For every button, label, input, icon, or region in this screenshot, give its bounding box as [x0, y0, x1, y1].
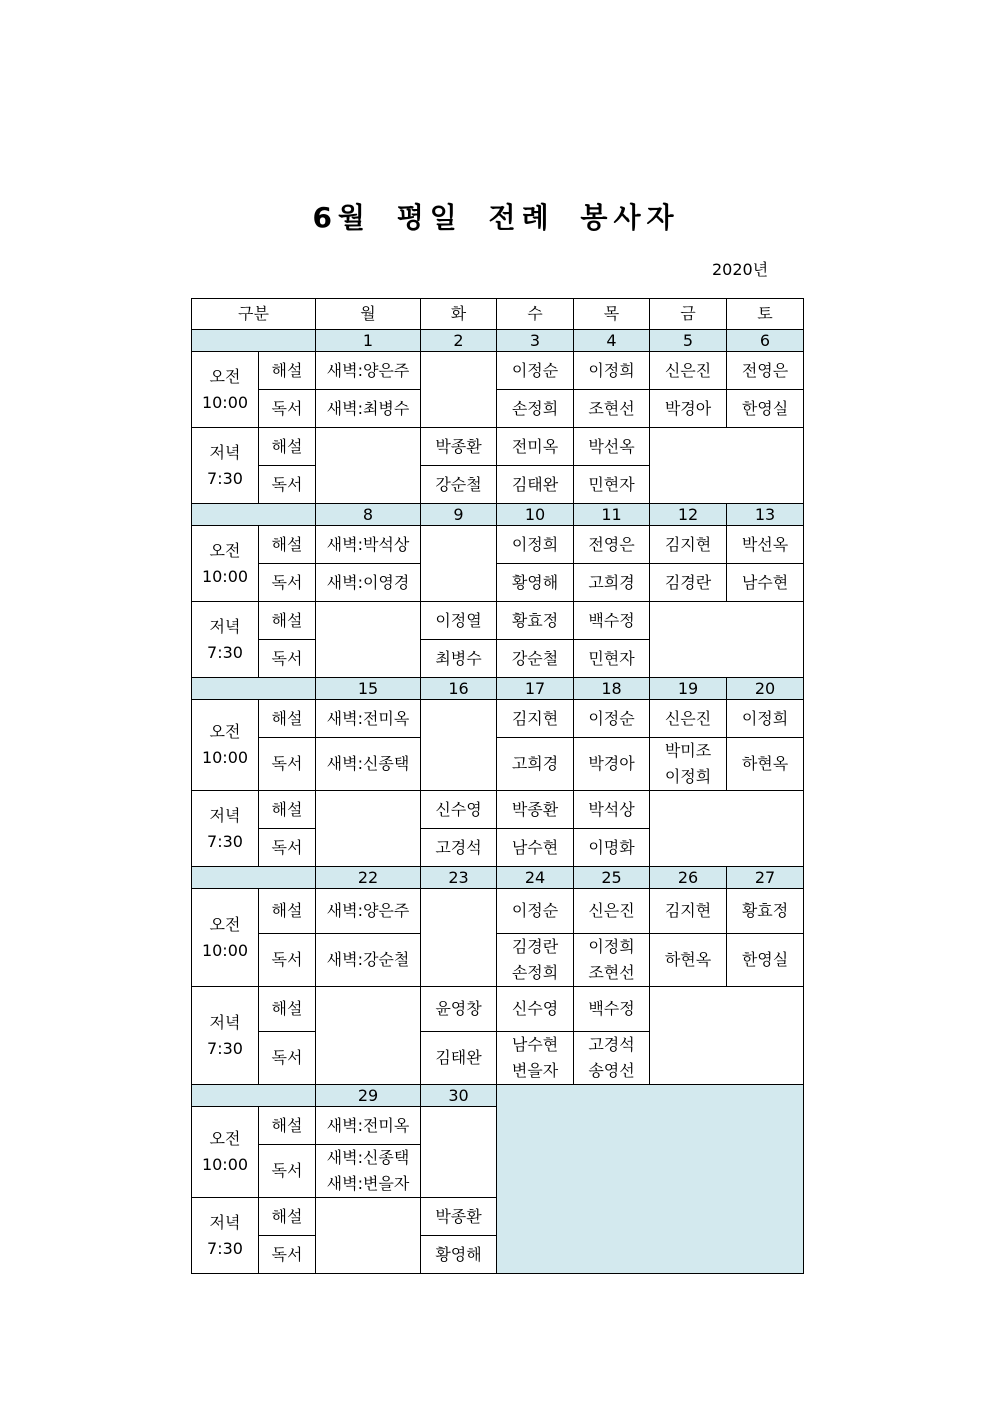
- morning-commentary-row: [192, 700, 804, 738]
- morning-label: [192, 526, 259, 602]
- date-cell: 13: [727, 504, 804, 526]
- volunteer-name: 조현선: [574, 390, 650, 428]
- volunteer-name: 신은진: [574, 889, 650, 934]
- date-cell: 23: [421, 867, 497, 889]
- header-row: [192, 299, 804, 330]
- role-commentary: 해설: [259, 700, 316, 738]
- evening-label-text: 저녁: [209, 442, 241, 462]
- volunteer-name-line: 이정희: [588, 937, 635, 956]
- volunteer-name: 민현자: [574, 640, 650, 678]
- date-cell: 27: [727, 867, 804, 889]
- volunteer-name: 김태완: [421, 1032, 497, 1085]
- volunteer-name: 남수현: [727, 564, 804, 602]
- volunteer-name: 김태완: [497, 466, 574, 504]
- morning-reading-row: [192, 390, 804, 428]
- role-commentary: 해설: [259, 791, 316, 829]
- empty-cell: [650, 428, 804, 504]
- evening-label: [192, 602, 259, 678]
- empty-cell: [650, 791, 804, 867]
- col-header-sat: 토: [727, 299, 804, 330]
- empty-cell: [421, 700, 497, 791]
- role-commentary: 해설: [259, 352, 316, 390]
- role-reading: 독서: [259, 1145, 316, 1198]
- volunteer-name: 고희경: [497, 738, 574, 791]
- date-cell: 11: [574, 504, 650, 526]
- date-cell: 17: [497, 678, 574, 700]
- morning-label-text: 오전: [209, 1129, 241, 1148]
- date-row-label-blank: [192, 504, 316, 526]
- volunteer-name: 황영해: [421, 1236, 497, 1274]
- empty-cell: [421, 889, 497, 987]
- date-cell: 19: [650, 678, 727, 700]
- role-reading: 독서: [259, 1032, 316, 1085]
- date-row: [192, 1085, 804, 1107]
- date-cell: 1: [316, 330, 421, 352]
- morning-label-text: 오전: [209, 914, 241, 934]
- morning-reading-row: [192, 738, 804, 791]
- volunteer-name: 이정순: [497, 352, 574, 390]
- volunteer-name: 강순철: [421, 466, 497, 504]
- evening-time-text: 7:30: [207, 1038, 243, 1058]
- volunteer-name: 신은진: [650, 352, 727, 390]
- volunteer-name: [316, 1145, 421, 1198]
- volunteer-name: 새벽:박석상: [316, 526, 421, 564]
- date-cell: 4: [574, 330, 650, 352]
- evening-commentary-row: [192, 987, 804, 1032]
- schedule-table: [191, 298, 804, 1274]
- date-cell: 10: [497, 504, 574, 526]
- evening-time-text: 7:30: [207, 831, 243, 851]
- volunteer-name: 하현옥: [727, 738, 804, 791]
- volunteer-name: 이명화: [574, 829, 650, 867]
- volunteer-name-line: 조현선: [588, 963, 635, 982]
- volunteer-name: 이정희: [574, 352, 650, 390]
- morning-commentary-row: [192, 889, 804, 934]
- role-reading: 독서: [259, 390, 316, 428]
- date-row: [192, 678, 804, 700]
- volunteer-name: 김경란: [650, 564, 727, 602]
- volunteer-name: 신은진: [650, 700, 727, 738]
- volunteer-name: 민현자: [574, 466, 650, 504]
- date-cell: 12: [650, 504, 727, 526]
- volunteer-name: [574, 1032, 650, 1085]
- evening-label: [192, 791, 259, 867]
- volunteer-name: 남수현: [497, 829, 574, 867]
- morning-time-text: 10:00: [201, 566, 249, 586]
- volunteer-name: 새벽:이영경: [316, 564, 421, 602]
- empty-cell: [421, 352, 497, 428]
- col-header-wed: 수: [497, 299, 574, 330]
- volunteer-name-line: 손정희: [511, 963, 559, 982]
- volunteer-name: 윤영창: [421, 987, 497, 1032]
- volunteer-name: 신수영: [421, 791, 497, 829]
- morning-label: [192, 700, 259, 791]
- volunteer-name: 이정희: [727, 700, 804, 738]
- volunteer-name-line: 고경석: [588, 1035, 635, 1054]
- volunteer-name: 김지현: [497, 700, 574, 738]
- morning-label: [192, 1107, 259, 1198]
- date-cell: 24: [497, 867, 574, 889]
- role-commentary: 해설: [259, 602, 316, 640]
- evening-commentary-row: [192, 791, 804, 829]
- morning-time-text: 10:00: [201, 940, 249, 960]
- volunteer-name: [574, 934, 650, 987]
- volunteer-name-line: 남수현: [511, 1035, 559, 1054]
- date-cell: 29: [316, 1085, 421, 1107]
- morning-commentary-row: [192, 352, 804, 390]
- morning-time-text: 10:00: [201, 392, 249, 412]
- date-cell: 26: [650, 867, 727, 889]
- volunteer-name: 새벽:신종택: [316, 738, 421, 791]
- page-title: 6월 평일 전례 봉사자: [312, 201, 680, 234]
- volunteer-name: 강순철: [497, 640, 574, 678]
- evening-label: [192, 428, 259, 504]
- role-reading: 독서: [259, 1236, 316, 1274]
- morning-label-text: 오전: [209, 722, 241, 741]
- empty-cell: [421, 1107, 497, 1198]
- date-cell: 16: [421, 678, 497, 700]
- volunteer-name: 새벽:최병수: [316, 390, 421, 428]
- date-row-label-blank: [192, 330, 316, 352]
- evening-commentary-row: [192, 428, 804, 466]
- date-cell: 5: [650, 330, 727, 352]
- volunteer-name: 박선옥: [574, 428, 650, 466]
- date-cell: 30: [421, 1085, 497, 1107]
- role-commentary: 해설: [259, 428, 316, 466]
- date-row: [192, 867, 804, 889]
- volunteer-name: 박종환: [421, 1198, 497, 1236]
- role-reading: 독서: [259, 738, 316, 791]
- evening-label-text: 저녁: [209, 805, 241, 825]
- evening-time-text: 7:30: [207, 468, 243, 488]
- volunteer-name-line: 이정희: [664, 767, 712, 786]
- evening-label-text: 저녁: [209, 616, 241, 636]
- volunteer-name: 황효정: [727, 889, 804, 934]
- volunteer-name: [497, 1032, 574, 1085]
- empty-cell: [316, 791, 421, 867]
- evening-label: [192, 987, 259, 1085]
- volunteer-name: 이정순: [497, 889, 574, 934]
- volunteer-name: [497, 934, 574, 987]
- date-cell: 25: [574, 867, 650, 889]
- role-commentary: 해설: [259, 526, 316, 564]
- volunteer-name: 신수영: [497, 987, 574, 1032]
- date-cell: 6: [727, 330, 804, 352]
- col-header-thu: 목: [574, 299, 650, 330]
- volunteer-name: 손정희: [497, 390, 574, 428]
- volunteer-name: 새벽:전미옥: [316, 1107, 421, 1145]
- date-row-label-blank: [192, 1085, 316, 1107]
- empty-cell: [650, 602, 804, 678]
- role-reading: 독서: [259, 564, 316, 602]
- volunteer-name: 박종환: [421, 428, 497, 466]
- empty-cell: [316, 602, 421, 678]
- date-cell: 2: [421, 330, 497, 352]
- volunteer-name: 박석상: [574, 791, 650, 829]
- evening-time-text: 7:30: [207, 1238, 243, 1258]
- date-cell: 9: [421, 504, 497, 526]
- volunteer-name: 황영해: [497, 564, 574, 602]
- evening-label-text: 저녁: [209, 1012, 241, 1032]
- volunteer-name: 박경아: [650, 390, 727, 428]
- empty-cell: [421, 526, 497, 602]
- empty-cell: [316, 1198, 421, 1274]
- date-cell: 3: [497, 330, 574, 352]
- morning-reading-row: [192, 934, 804, 987]
- volunteer-name: 이정순: [574, 700, 650, 738]
- volunteer-name: 한영실: [727, 934, 804, 987]
- volunteer-name: 박선옥: [727, 526, 804, 564]
- volunteer-name: 한영실: [727, 390, 804, 428]
- morning-time-text: 10:00: [201, 748, 249, 767]
- volunteer-name: 새벽:양은주: [316, 352, 421, 390]
- role-reading: 독서: [259, 640, 316, 678]
- volunteer-name: 최병수: [421, 640, 497, 678]
- morning-label: [192, 889, 259, 987]
- evening-label: [192, 1198, 259, 1274]
- evening-commentary-row: [192, 602, 804, 640]
- evening-label-text: 저녁: [209, 1212, 241, 1232]
- volunteer-name-line: 새벽:신종택: [326, 1148, 410, 1167]
- volunteer-name-line: 박미조: [664, 741, 712, 760]
- volunteer-name: 전영은: [727, 352, 804, 390]
- volunteer-name: 백수정: [574, 987, 650, 1032]
- volunteer-name: 이정열: [421, 602, 497, 640]
- morning-commentary-row: [192, 526, 804, 564]
- role-reading: 독서: [259, 934, 316, 987]
- role-commentary: 해설: [259, 987, 316, 1032]
- date-cell: 8: [316, 504, 421, 526]
- volunteer-name: 이정희: [497, 526, 574, 564]
- morning-label-text: 오전: [209, 540, 241, 560]
- volunteer-name: 박종환: [497, 791, 574, 829]
- volunteer-name: 황효정: [497, 602, 574, 640]
- empty-cell: [650, 987, 804, 1085]
- morning-label: [192, 352, 259, 428]
- date-row: [192, 330, 804, 352]
- empty-cell: [316, 428, 421, 504]
- volunteer-name: 김지현: [650, 526, 727, 564]
- col-header-fri: 금: [650, 299, 727, 330]
- date-row-label-blank: [192, 678, 316, 700]
- volunteer-name: [650, 738, 727, 791]
- volunteer-name: 하현옥: [650, 934, 727, 987]
- role-commentary: 해설: [259, 1198, 316, 1236]
- date-row-label-blank: [192, 867, 316, 889]
- volunteer-name: 새벽:전미옥: [316, 700, 421, 738]
- date-row: [192, 504, 804, 526]
- role-reading: 독서: [259, 829, 316, 867]
- volunteer-name: 전미옥: [497, 428, 574, 466]
- volunteer-name: 김지현: [650, 889, 727, 934]
- col-header-gubun: 구분: [192, 299, 316, 330]
- morning-reading-row: [192, 564, 804, 602]
- empty-shaded-area: [497, 1085, 804, 1274]
- year-label: 2020년: [712, 260, 769, 279]
- volunteer-name-line: 새벽:변을자: [326, 1174, 410, 1193]
- role-commentary: 해설: [259, 889, 316, 934]
- role-commentary: 해설: [259, 1107, 316, 1145]
- volunteer-name: 백수정: [574, 602, 650, 640]
- col-header-tue: 화: [421, 299, 497, 330]
- volunteer-name: 새벽:강순철: [316, 934, 421, 987]
- date-cell: 20: [727, 678, 804, 700]
- volunteer-name: 새벽:양은주: [316, 889, 421, 934]
- date-cell: 18: [574, 678, 650, 700]
- volunteer-name: 전영은: [574, 526, 650, 564]
- volunteer-name-line: 김경란: [511, 937, 559, 956]
- morning-time-text: 10:00: [201, 1155, 249, 1174]
- volunteer-name-line: 변을자: [511, 1061, 559, 1080]
- empty-cell: [316, 987, 421, 1085]
- volunteer-name-line: 송영선: [588, 1061, 635, 1080]
- role-reading: 독서: [259, 466, 316, 504]
- date-cell: 22: [316, 867, 421, 889]
- morning-label-text: 오전: [209, 366, 241, 386]
- volunteer-name: 박경아: [574, 738, 650, 791]
- evening-time-text: 7:30: [207, 642, 243, 662]
- date-cell: 15: [316, 678, 421, 700]
- col-header-mon: 월: [316, 299, 421, 330]
- volunteer-name: 고희경: [574, 564, 650, 602]
- volunteer-name: 고경석: [421, 829, 497, 867]
